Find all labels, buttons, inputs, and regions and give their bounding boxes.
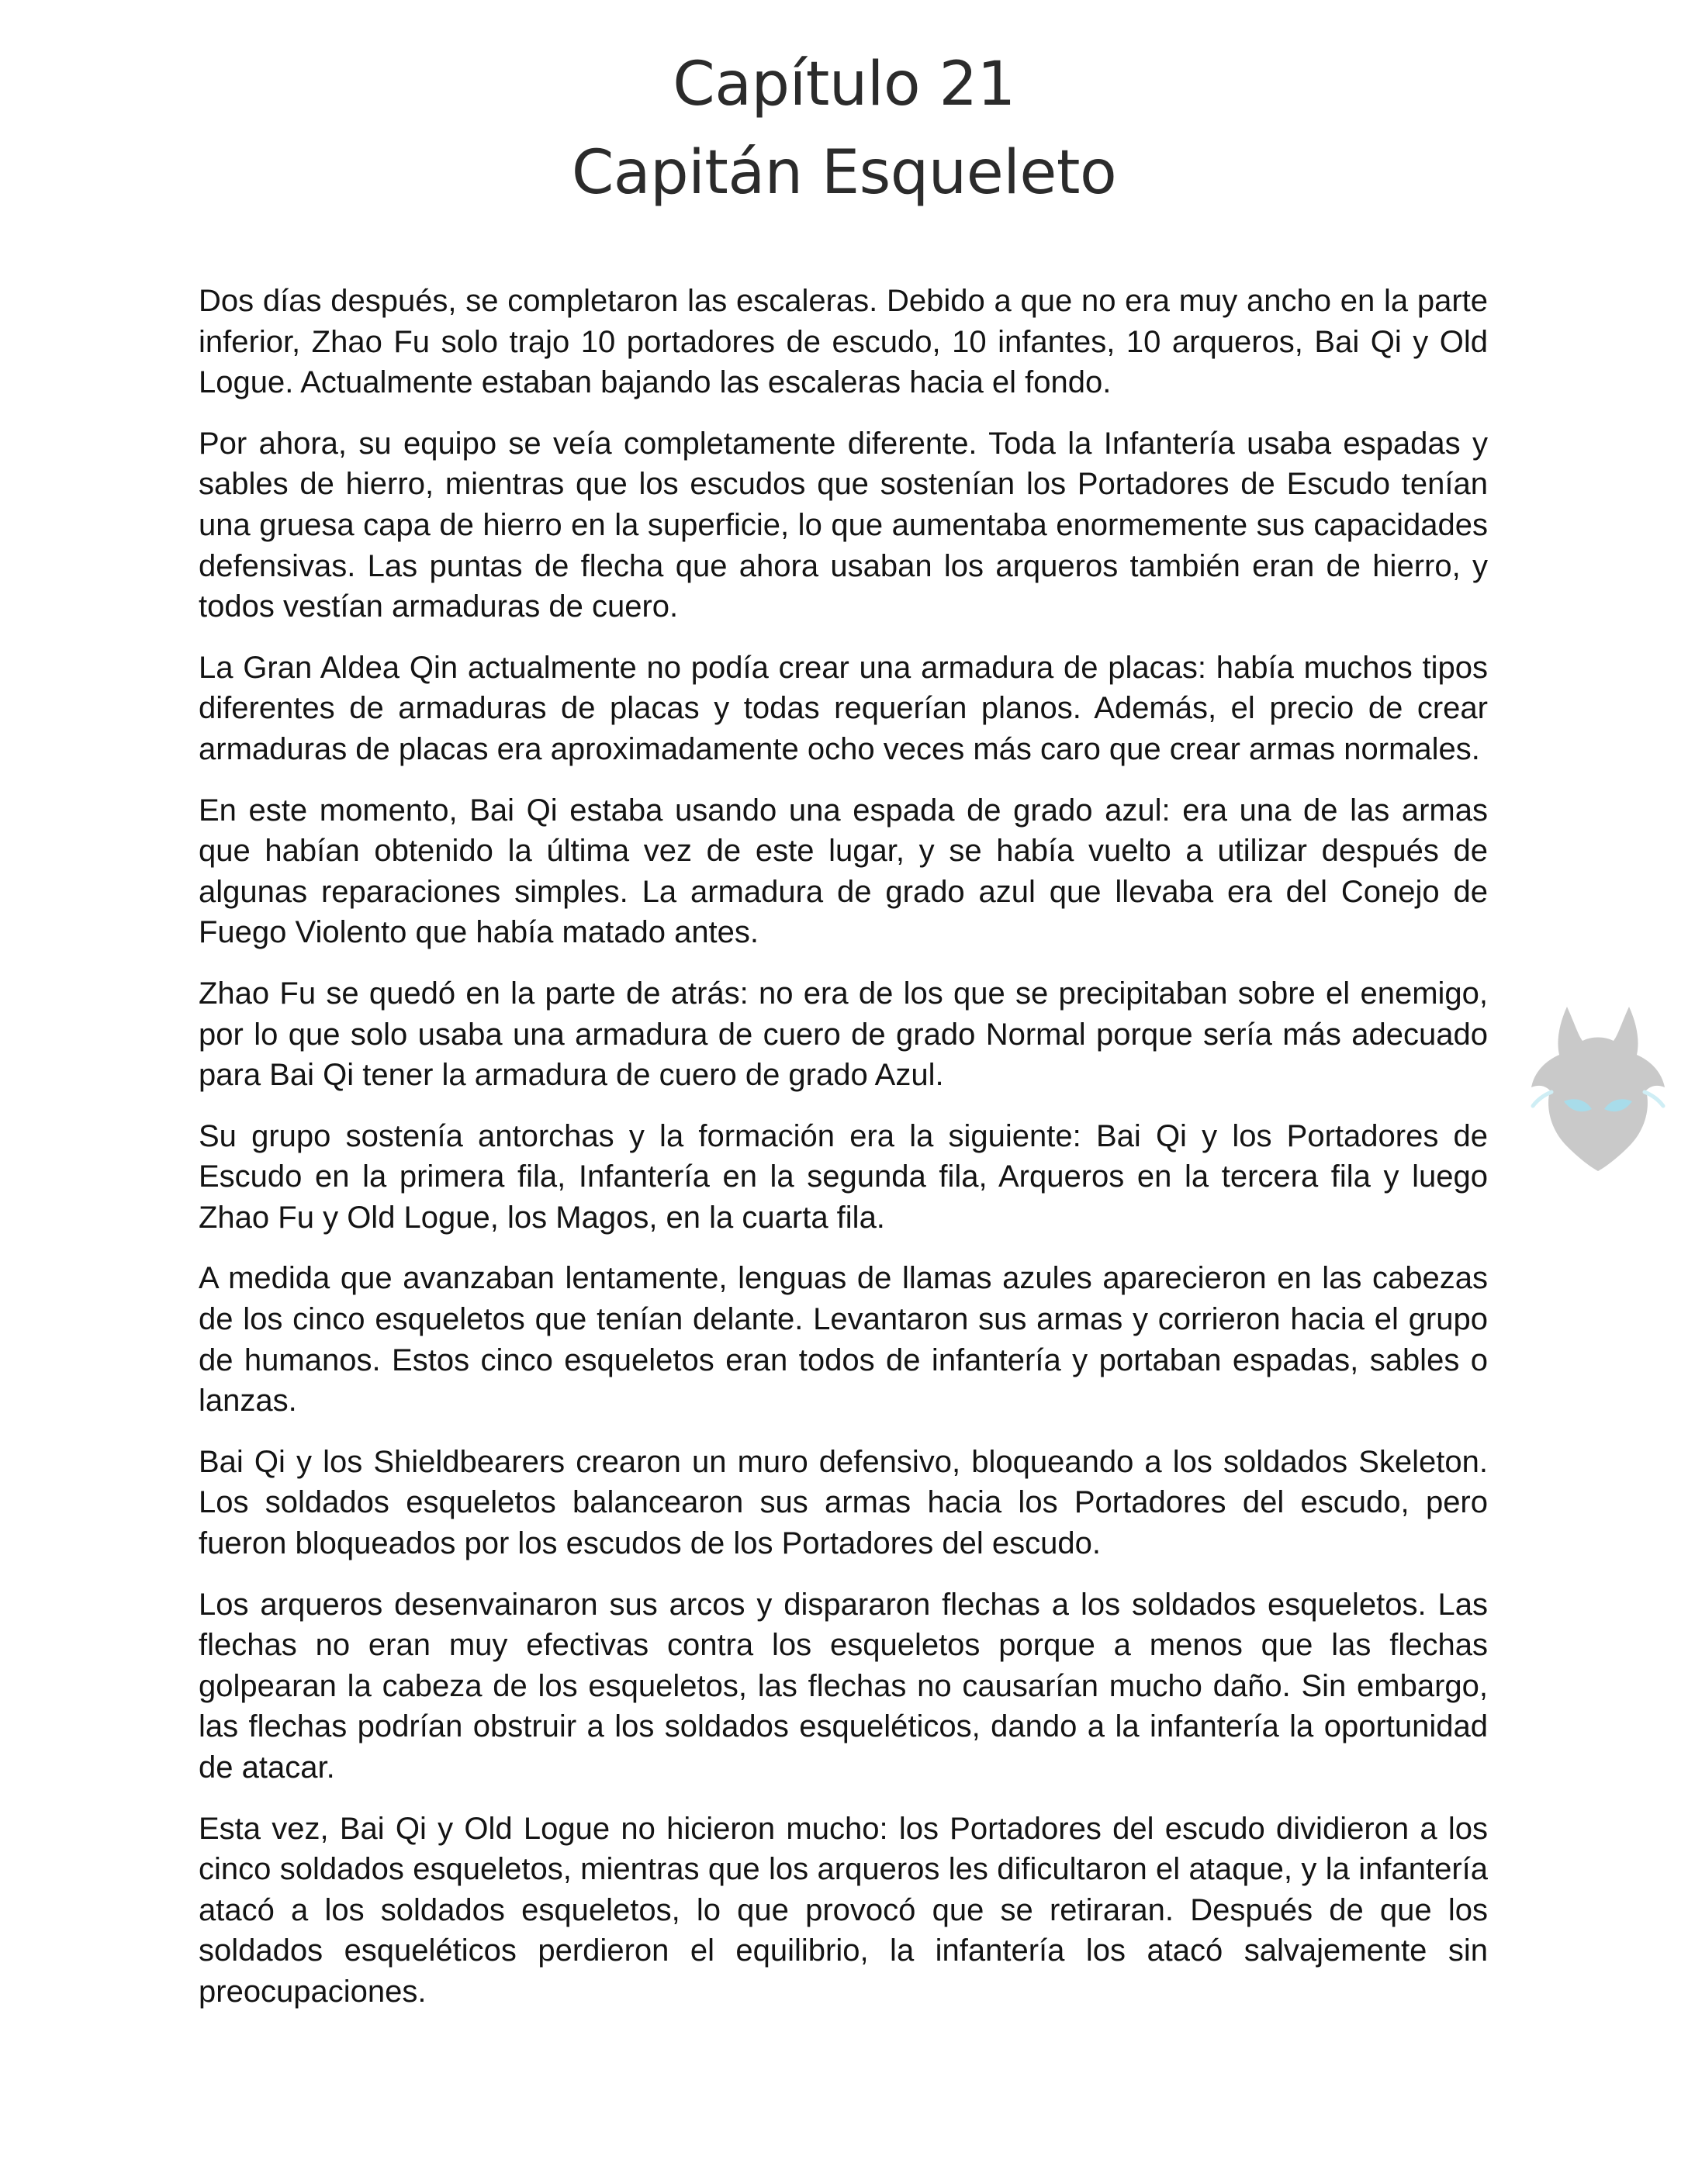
chapter-header <box>0 40 1688 217</box>
paragraph: Los arqueros desenvainaron sus arcos y dispararon flechas a los soldados esqueletos. Las flechas no eran muy efectivas contra los esqueletos porque a menos que las flechas golpearan la cabeza de los esqueletos, las flechas no causarían mucho daño. Sin embargo, las flechas podrían obstruir a los soldados esqueléticos, dando a la infantería la oportunidad de atacar. <box>199 1587 1488 1785</box>
paragraph: Esta vez, Bai Qi y Old Logue no hicieron mucho: los Portadores del escudo dividieron a los cinco soldados esqueletos, mientras que los arqueros les dificultaron el ataque, y la infantería atacó a los soldados esqueletos, lo que provocó que se retiraran. Después de que los soldados esqueléticos perdieron el equilibrio, la infantería los atacó salvajemente sin preocupaciones. <box>199 1811 1488 2009</box>
chapter-number: Capítulo 21 <box>673 50 1015 119</box>
chapter-title: Capitán Esqueleto <box>571 138 1117 208</box>
paragraph: La Gran Aldea Qin actualmente no podía crear una armadura de placas: había muchos tipos diferentes de armaduras de placas y todas requerían planos. Además, el precio de crear armaduras de placas era aproximadamente ocho veces más caro que crear armas normales. <box>199 650 1488 766</box>
paragraph: Bai Qi y los Shieldbearers crearon un muro defensivo, bloqueando a los soldados Skeleton. Los soldados esqueletos balancearon sus armas hacia los Portadores del escudo, pero fueron bloqueados por los escudos de los Portadores del escudo. <box>199 1444 1488 1561</box>
paragraph: En este momento, Bai Qi estaba usando una espada de grado azul: era una de las armas que habían obtenido la última vez de este lugar, y se había vuelto a utilizar después de algunas reparaciones simples. La armadura de grado azul que llevaba era del Conejo de Fuego Violento que había matado antes. <box>199 793 1488 950</box>
chapter-body <box>199 281 1488 2033</box>
paragraph: Por ahora, su equipo se veía completamente diferente. Toda la Infantería usaba espadas y sables de hierro, mientras que los escudos que sostenían los Portadores de Escudo tenían una gruesa capa de hierro en la superficie, lo que aumentaba enormemente sus capacidades defensivas. Las puntas de flecha que ahora usaban los arqueros también eran de hierro, y todos vestían armaduras de cuero. <box>199 426 1488 624</box>
paragraph: Su grupo sostenía antorchas y la formación era la siguiente: Bai Qi y los Portadores de Escudo en la primera fila, Infantería en la segunda fila, Arqueros en la tercera fila y luego Zhao Fu y Old Logue, los Magos, en la cuarta fila. <box>199 1118 1488 1235</box>
paragraph: Zhao Fu se quedó en la parte de atrás: no era de los que se precipitaban sobre el enemigo, por lo que solo usaba una armadura de cuero de grado Normal porque sería más adecuado para Bai Qi tener la armadura de cuero de grado Azul. <box>199 976 1488 1093</box>
demon-head-icon <box>1520 1000 1676 1174</box>
paragraph: A medida que avanzaban lentamente, lenguas de llamas azules aparecieron en las cabezas de los cinco esqueletos que tenían delante. Levantaron sus armas y corrieron hacia el grupo de humanos. Estos cinco esqueletos eran todos de infantería y portaban espadas, sables o lanzas. <box>199 1261 1488 1419</box>
paragraph: Dos días después, se completaron las escaleras. Debido a que no era muy ancho en la parte inferior, Zhao Fu solo trajo 10 portadores de escudo, 10 infantes, 10 arqueros, Bai Qi y Old Logue. Actualmente estaban bajando las escaleras hacia el fondo. <box>199 284 1488 400</box>
